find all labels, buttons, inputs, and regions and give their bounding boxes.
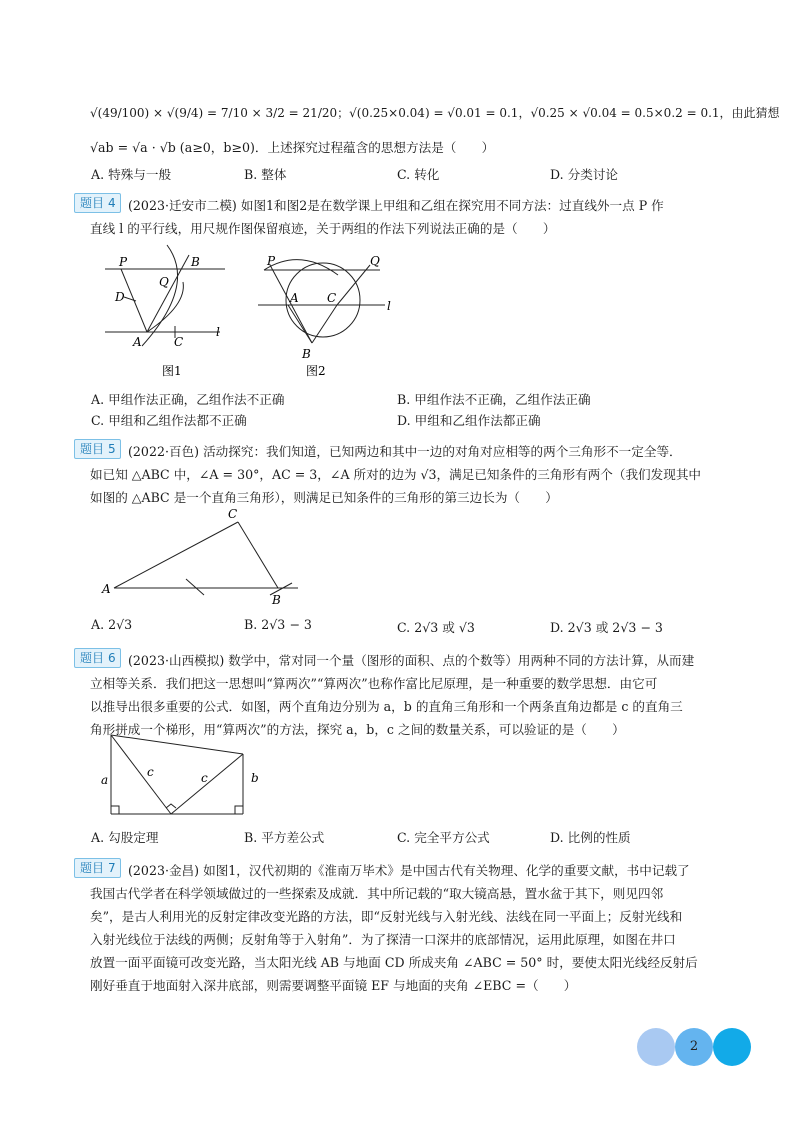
q3-line1: √(49/100) × √(9/4) = 7/10 × 3/2 = 21/20；√(0.25×0.04) = √0.01 = 0.1，√0.25 × √0.04 = 0.5×0.2 = 0.1，由此猜想 [90, 106, 780, 120]
fig-q6-label-c1: c [147, 765, 154, 779]
fig-q6-label-a: a [101, 773, 109, 787]
q7-line6: 刚好垂直于地面射入深井底部，则需要调整平面镜 EF 与地面的夹角 ∠EBC =（ ） [90, 978, 577, 993]
q4-line1: (2023·迁安市二模) 如图1和图2是在数学课上甲组和乙组在探究用不同方法：过直线外一点 P 作 [128, 198, 664, 213]
question-tag-label: 题目 [80, 442, 105, 456]
fig1-label-p: P [119, 255, 128, 269]
fig2-label-l: l [387, 299, 391, 313]
q6-option-a[interactable]: A. 勾股定理 [91, 830, 159, 845]
fig1-label-l: l [216, 325, 220, 339]
question-number: 5 [108, 442, 116, 456]
fig-q6-label-b: b [251, 771, 259, 785]
fig-q6-label-c2: c [201, 771, 208, 785]
fig2-caption: 图2 [306, 364, 326, 378]
fig-q5-label-b: B [272, 593, 281, 607]
q5-option-c[interactable]: C. 2√3 或 √3 [397, 620, 475, 635]
q5-option-b[interactable]: B. 2√3 − 3 [244, 617, 312, 632]
decor-circle-1 [637, 1028, 675, 1066]
question-tag-label: 题目 [80, 196, 105, 210]
fig1-label-d: D [115, 290, 125, 304]
question-tag-4 [74, 193, 121, 213]
question-tag-label: 题目 [80, 861, 105, 875]
question-number: 4 [108, 196, 116, 210]
q4-figure-2 [250, 245, 400, 380]
q6-figure [95, 730, 270, 820]
q5-figure [100, 505, 305, 610]
fig2-label-q: Q [370, 254, 380, 268]
q5-option-d[interactable]: D. 2√3 或 2√3 − 3 [550, 620, 663, 635]
q6-line1: (2023·山西模拟) 数学中，常对同一个量（图形的面积、点的个数等）用两种不同的方法计算，从而建 [128, 653, 695, 668]
q7-line2: 我国古代学者在科学领域做过的一些探索及成就．其中所记载的“取大镜高悬，置水盆于其下，则见四邻 [90, 886, 664, 901]
fig1-caption: 图1 [162, 364, 182, 378]
q4-option-c[interactable]: C. 甲组和乙组作法都不正确 [91, 413, 247, 428]
q6-line4: 角形拼成一个梯形，用“算两次”的方法，探究 a，b，c 之间的数量关系，可以验证的是（ ） [90, 722, 625, 737]
q3-line2: √ab = √a · √b (a≥0，b≥0)．上述探究过程蕴含的思想方法是（ ） [90, 140, 495, 155]
question-number: 7 [108, 861, 116, 875]
question-tag-6 [74, 648, 121, 668]
fig1-label-b: B [191, 255, 200, 269]
question-number: 6 [108, 651, 116, 665]
fig-q5-label-c: C [228, 507, 238, 521]
q6-line2: 立相等关系．我们把这一思想叫“算两次”“算两次”也称作富比尼原理，是一种重要的数学思想．由它可 [90, 676, 658, 691]
q5-line2: 如已知 △ABC 中，∠A = 30°，AC = 3，∠A 所对的边为 √3，满足已知条件的三角形有两个（我们发现其中 [90, 467, 702, 482]
q5-line1: (2022·百色) 活动探究：我们知道，已知两边和其中一边的对角对应相等的两个三角形不一定全等． [128, 444, 682, 459]
question-tag-label: 题目 [80, 651, 105, 665]
q4-option-d[interactable]: D. 甲组和乙组作法都正确 [397, 413, 541, 428]
q4-line2: 直线 l 的平行线，用尺规作图保留痕迹，关于两组的作法下列说法正确的是（ ） [90, 221, 556, 236]
fig1-label-a: A [133, 335, 142, 349]
fig2-label-p: P [267, 254, 276, 268]
question-tag-7 [74, 858, 121, 878]
q3-option-a[interactable]: A. 特殊与一般 [91, 167, 172, 182]
q6-option-b[interactable]: B. 平方差公式 [244, 830, 325, 845]
fig1-label-q: Q [159, 275, 169, 289]
q3-option-c[interactable]: C. 转化 [397, 167, 440, 182]
page-number-badge [637, 1028, 751, 1066]
fig2-label-c: C [327, 291, 337, 305]
fig2-label-a: A [290, 291, 299, 305]
q4-option-a[interactable]: A. 甲组作法正确，乙组作法不正确 [91, 392, 285, 407]
fig2-label-b: B [302, 347, 311, 361]
q7-line4: 入射光线位于法线的两侧；反射角等于入射角”．为了探清一口深井的底部情况，运用此原理，如图在井口 [90, 932, 676, 947]
q3-option-d[interactable]: D. 分类讨论 [550, 167, 619, 182]
q6-line3: 以推导出很多重要的公式．如图，两个直角边分别为 a，b 的直角三角形和一个两条直角边都是 c 的直角三 [90, 699, 683, 714]
fig-q5-label-a: A [102, 582, 111, 596]
q5-option-a[interactable]: A. 2√3 [91, 617, 133, 632]
fig1-label-c: C [174, 335, 184, 349]
q4-option-b[interactable]: B. 甲组作法不正确，乙组作法正确 [397, 392, 591, 407]
page-number: 2 [689, 1039, 699, 1054]
q6-option-c[interactable]: C. 完全平方公式 [397, 830, 490, 845]
q7-line1: (2023·金昌) 如图1，汉代初期的《淮南万毕术》是中国古代有关物理、化学的重要文献，书中记载了 [128, 863, 690, 878]
decor-circle-3 [713, 1028, 751, 1066]
q7-line3: 矣”，是古人利用光的反射定律改变光路的方法，即“反射光线与入射光线、法线在同一平面上；反射光线和 [90, 909, 683, 924]
q5-line3: 如图的 △ABC 是一个直角三角形），则满足已知条件的三角形的第三边长为（ ） [90, 490, 558, 505]
q6-option-d[interactable]: D. 比例的性质 [550, 830, 631, 845]
q7-line5: 放置一面平面镜可改变光路，当太阳光线 AB 与地面 CD 所成夹角 ∠ABC = 50° 时，要使太阳光线经反射后 [90, 955, 698, 970]
q3-option-b[interactable]: B. 整体 [244, 167, 287, 182]
question-tag-5 [74, 439, 121, 459]
q4-figure-1 [95, 245, 240, 380]
